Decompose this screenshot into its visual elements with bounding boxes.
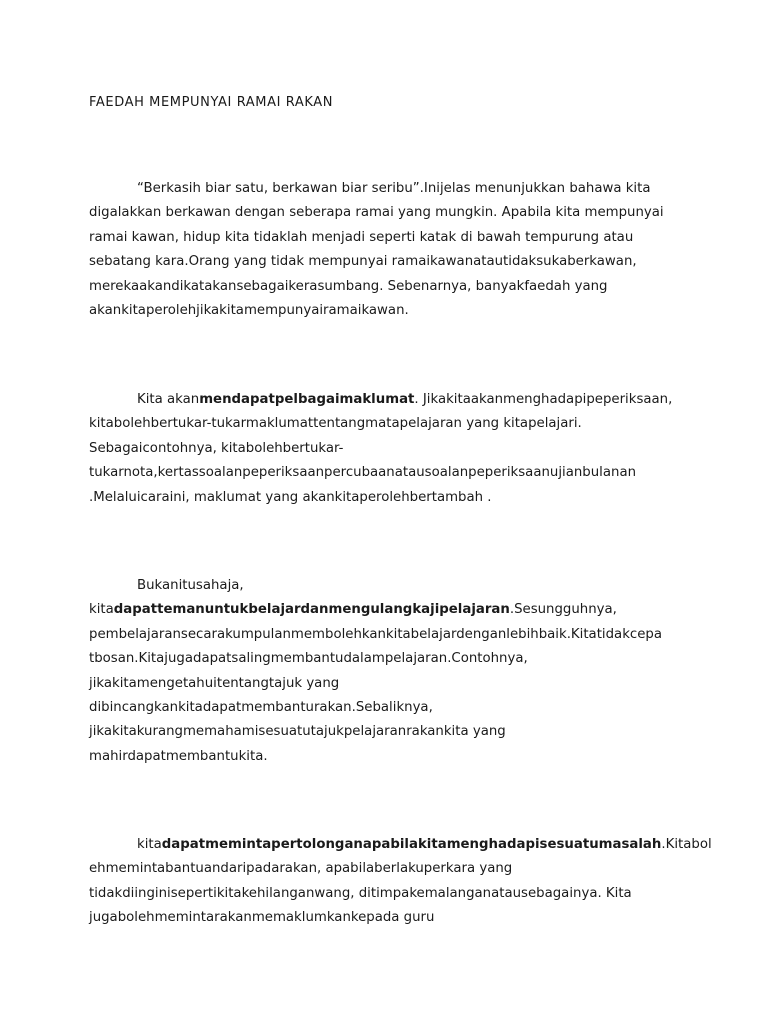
- paragraph-line: [89, 833, 712, 857]
- paragraph-3: [89, 574, 689, 769]
- paragraph-line: [89, 388, 689, 412]
- paragraph-line: jugabolehmemintarakanmemaklumkankepada guru: [89, 910, 435, 926]
- line-text: .Sesungguhnya,: [509, 602, 617, 618]
- paragraph-line: ehmemintabantuandaripadarakan, apabilaberlakuperkara yang: [89, 861, 513, 877]
- paragraph-line: digalakkan berkawan dengan seberapa ramai yang mungkin. Apabila kita mempunyai: [89, 205, 664, 221]
- paragraph-line: akankitaperolehjikakitamempunyairamaikawan.: [89, 302, 409, 318]
- paragraph-line: [89, 598, 689, 622]
- document-title: FAEDAH MEMPUNYAI RAMAI RAKAN: [89, 95, 334, 110]
- paragraph-line: jikakitamengetahuitentangtajuk yang: [89, 675, 340, 691]
- paragraph-line: jikakitakurangmemahamisesuatutajukpelajaranrakankita yang: [89, 724, 506, 740]
- paragraph-line: tukarnota,kertassoalanpeperiksaanpercubaanatausoalanpeperiksaanujianbulanan: [89, 465, 637, 481]
- line-text: kita: [89, 602, 114, 618]
- line-text: . Jikakitaakanmenghadapipeperiksaan,: [414, 392, 673, 407]
- bold-phrase: dapattemanuntukbelajardanmengulangkajipelajaran: [113, 602, 510, 618]
- paragraph-line: kitabolehbertukar-tukarmaklumattentangmatapelajaran yang kitapelajari.: [89, 416, 582, 432]
- paragraph-line: sebatang kara.Orang yang tidak mempunyai ramaikawanatautidaksukaberkawan,: [89, 254, 637, 270]
- paragraph-line: tidakdiinginisepertikitakehilanganwang, ditimpakemalanganatausebagainya. Kita: [89, 885, 632, 901]
- paragraph-4: [89, 833, 712, 931]
- paragraph-line: .Melaluicaraini, maklumat yang akankitaperolehbertambah .: [89, 489, 492, 505]
- paragraph-1: [89, 177, 689, 323]
- bold-phrase: mendapatpelbagaimaklumat: [199, 392, 415, 407]
- line-text: kita: [137, 837, 162, 852]
- paragraph-line: mahirdapatmembantukita.: [89, 748, 268, 764]
- paragraph-line: ramai kawan, hidup kita tidaklah menjadi seperti katak di bawah tempurung atau: [89, 229, 634, 245]
- paragraph-line: Bukanitusahaja,: [137, 578, 244, 593]
- paragraph-line: dibincangkankitadapatmembanturakan.Sebaliknya,: [89, 699, 433, 715]
- paragraph-line: tbosan.Kitajugadapatsalingmembantudalampelajaran.Contohnya,: [89, 651, 528, 667]
- line-text: Kita akan: [137, 392, 200, 407]
- paragraph-line: merekaakandikatakansebagaikerasumbang. Sebenarnya, banyakfaedah yang: [89, 278, 608, 294]
- line-text: .Kitabol: [661, 837, 712, 852]
- paragraph-line: pembelajaransecarakumpulanmembolehkankitabelajardenganlebihbaik.Kitatidakcepa: [89, 626, 662, 642]
- paragraph-line: Sebagaicontohnya, kitabolehbertukar-: [89, 440, 344, 456]
- paragraph-line: “Berkasih biar satu, berkawan biar seribu”.Inijelas menunjukkan bahawa kita: [137, 181, 651, 196]
- bold-phrase: dapatmemintapertolonganapabilakitamenghadapisesuatumasalah: [161, 837, 662, 852]
- paragraph-2: [89, 388, 689, 510]
